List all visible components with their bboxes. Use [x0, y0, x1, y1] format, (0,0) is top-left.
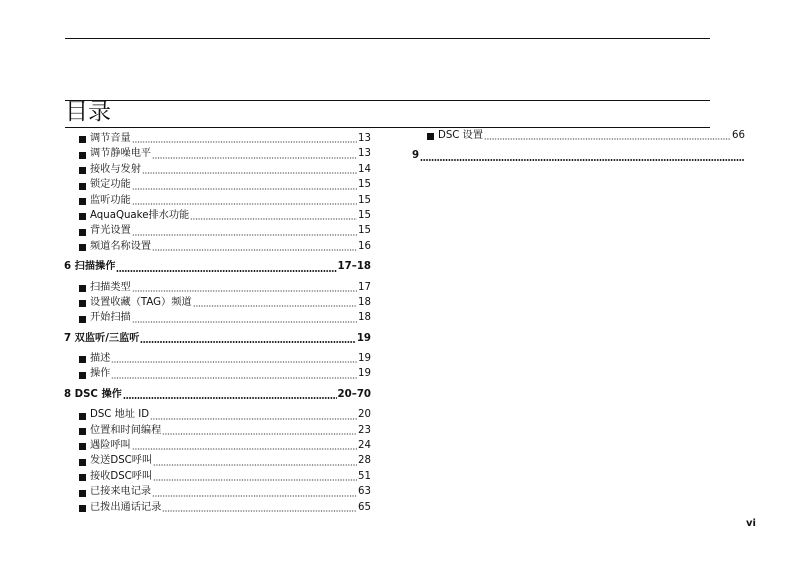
square-bullet-icon	[79, 198, 86, 205]
dot-leader	[132, 290, 357, 292]
toc-entry-row[interactable]	[64, 438, 371, 453]
dot-leader	[152, 249, 357, 251]
dot-leader	[162, 433, 357, 435]
toc-entry-row[interactable]	[412, 128, 745, 143]
dot-leader	[484, 138, 731, 140]
square-bullet-icon	[79, 443, 86, 450]
toc-page-number: 18	[358, 312, 371, 324]
toc-entry-row[interactable]	[64, 453, 371, 468]
toc-page-number: 15	[358, 209, 371, 221]
toc-page-number: 13	[358, 148, 371, 160]
toc-entry-row[interactable]	[64, 146, 371, 161]
square-bullet-icon	[427, 133, 434, 140]
toc-page-number: 20–70	[337, 388, 371, 400]
square-bullet-icon	[79, 490, 86, 497]
toc-entry-label: 位置和时间编程	[90, 424, 162, 436]
toc-entry-row[interactable]	[64, 193, 371, 208]
square-bullet-icon	[79, 136, 86, 143]
dot-leader	[132, 234, 357, 236]
toc-page-number: 19	[358, 353, 371, 365]
toc-entry-label: 发送DSC呼叫	[90, 455, 153, 467]
square-bullet-icon	[79, 213, 86, 220]
square-bullet-icon	[79, 474, 86, 481]
dot-leader	[111, 377, 357, 379]
toc-page-number: 16	[358, 240, 371, 252]
toc-left-column	[64, 131, 371, 515]
toc-section-row[interactable]	[64, 331, 371, 346]
toc-entry-label: 已拨出通话记录	[90, 501, 162, 513]
toc-entry-label: 9	[412, 150, 420, 162]
toc-page-number: 23	[358, 424, 371, 436]
square-bullet-icon	[79, 372, 86, 379]
toc-entry-row[interactable]	[64, 208, 371, 223]
square-bullet-icon	[79, 356, 86, 363]
dot-leader	[116, 270, 336, 272]
toc-entry-label: 接收DSC呼叫	[90, 470, 153, 482]
square-bullet-icon	[79, 229, 86, 236]
dot-leader	[132, 448, 357, 450]
square-bullet-icon	[79, 167, 86, 174]
dot-leader	[132, 188, 357, 190]
toc-entry-row[interactable]	[64, 484, 371, 499]
dot-leader	[152, 495, 357, 497]
toc-page-number: 18	[358, 296, 371, 308]
toc-entry-label: 8 DSC 操作	[64, 388, 122, 400]
dot-leader	[153, 479, 357, 481]
title-rule	[65, 100, 710, 101]
toc-entry-label: 描述	[90, 353, 111, 365]
toc-page-number: 15	[358, 225, 371, 237]
square-bullet-icon	[79, 413, 86, 420]
toc-page-number: 13	[358, 132, 371, 144]
dot-leader	[150, 418, 357, 420]
toc-page-number: 19	[358, 368, 371, 380]
dot-leader	[152, 157, 357, 159]
square-bullet-icon	[79, 244, 86, 251]
toc-entry-label: 频道名称设置	[90, 240, 152, 252]
toc-entry-row[interactable]	[64, 280, 371, 295]
toc-page-number: 20	[358, 409, 371, 421]
toc-page-number: 65	[358, 501, 371, 513]
toc-page-number: 15	[358, 179, 371, 191]
toc-entry-label: 已接来电记录	[90, 486, 152, 498]
toc-entry-label: 6 扫描操作	[64, 261, 116, 273]
dot-leader	[132, 141, 357, 143]
toc-entry-row[interactable]	[64, 469, 371, 484]
square-bullet-icon	[79, 285, 86, 292]
dot-leader	[123, 397, 337, 399]
toc-page-number: 17	[358, 281, 371, 293]
toc-entry-label: DSC 地址 ID	[90, 409, 150, 421]
toc-page-number: 24	[358, 440, 371, 452]
toc-entry-row[interactable]	[64, 407, 371, 422]
toc-right-column	[412, 128, 745, 169]
toc-entry-label: 设置收藏（TAG）频道	[90, 296, 192, 308]
toc-entry-row[interactable]	[64, 351, 371, 366]
dot-leader	[111, 361, 357, 363]
toc-page-number: 14	[358, 163, 371, 175]
dot-leader	[153, 464, 357, 466]
toc-entry-label: 调节音量	[90, 132, 131, 144]
square-bullet-icon	[79, 152, 86, 159]
toc-entry-label: 开始扫描	[90, 312, 131, 324]
toc-entry-label: 7 双监听/三监听	[64, 332, 140, 344]
toc-entry-label: 背光设置	[90, 225, 131, 237]
dot-leader	[132, 321, 357, 323]
page-number: vi	[746, 518, 756, 529]
toc-entry-row[interactable]	[64, 162, 371, 177]
dot-leader	[142, 172, 357, 174]
toc-entry-row[interactable]	[64, 223, 371, 238]
toc-entry-label: 调节静噪电平	[90, 148, 152, 160]
toc-entry-row[interactable]	[64, 500, 371, 515]
dot-leader	[190, 218, 357, 220]
dot-leader	[140, 341, 355, 343]
square-bullet-icon	[79, 428, 86, 435]
dot-leader	[132, 203, 357, 205]
toc-page-number: 15	[358, 194, 371, 206]
toc-section-row[interactable]	[64, 387, 371, 402]
dot-leader	[162, 510, 357, 512]
toc-page-number: 66	[732, 129, 745, 141]
toc-entry-label: AquaQuake排水功能	[90, 209, 190, 221]
toc-entry-row[interactable]	[64, 310, 371, 325]
toc-page-number: 28	[358, 455, 371, 467]
toc-entry-label: 接收与发射	[90, 163, 141, 175]
toc-entry-label: 锁定功能	[90, 179, 131, 191]
toc-entry-label: 监听功能	[90, 194, 131, 206]
toc-entry-label: 扫描类型	[90, 281, 131, 293]
toc-entry-row[interactable]	[64, 131, 371, 146]
page-title: 目录	[65, 99, 111, 125]
toc-page-number: 19	[356, 332, 371, 344]
toc-entry-row[interactable]	[64, 177, 371, 192]
toc-entry-row[interactable]	[64, 239, 371, 254]
square-bullet-icon	[79, 316, 86, 323]
square-bullet-icon	[79, 183, 86, 190]
toc-entry-row[interactable]	[64, 423, 371, 438]
toc-page-number: 17–18	[337, 261, 371, 273]
toc-entry-row[interactable]	[64, 295, 371, 310]
square-bullet-icon	[79, 459, 86, 466]
dot-leader	[420, 159, 744, 161]
toc-entry-label: DSC 设置	[438, 129, 484, 141]
toc-section-row[interactable]	[412, 148, 745, 163]
dot-leader	[193, 305, 357, 307]
top-rule	[65, 38, 710, 39]
square-bullet-icon	[79, 505, 86, 512]
toc-entry-label: 操作	[90, 368, 111, 380]
toc-section-row[interactable]	[64, 259, 371, 274]
toc-entry-row[interactable]	[64, 366, 371, 381]
toc-page-number: 63	[358, 486, 371, 498]
toc-entry-label: 遇险呼叫	[90, 440, 131, 452]
toc-page-number: 51	[358, 470, 371, 482]
square-bullet-icon	[79, 300, 86, 307]
